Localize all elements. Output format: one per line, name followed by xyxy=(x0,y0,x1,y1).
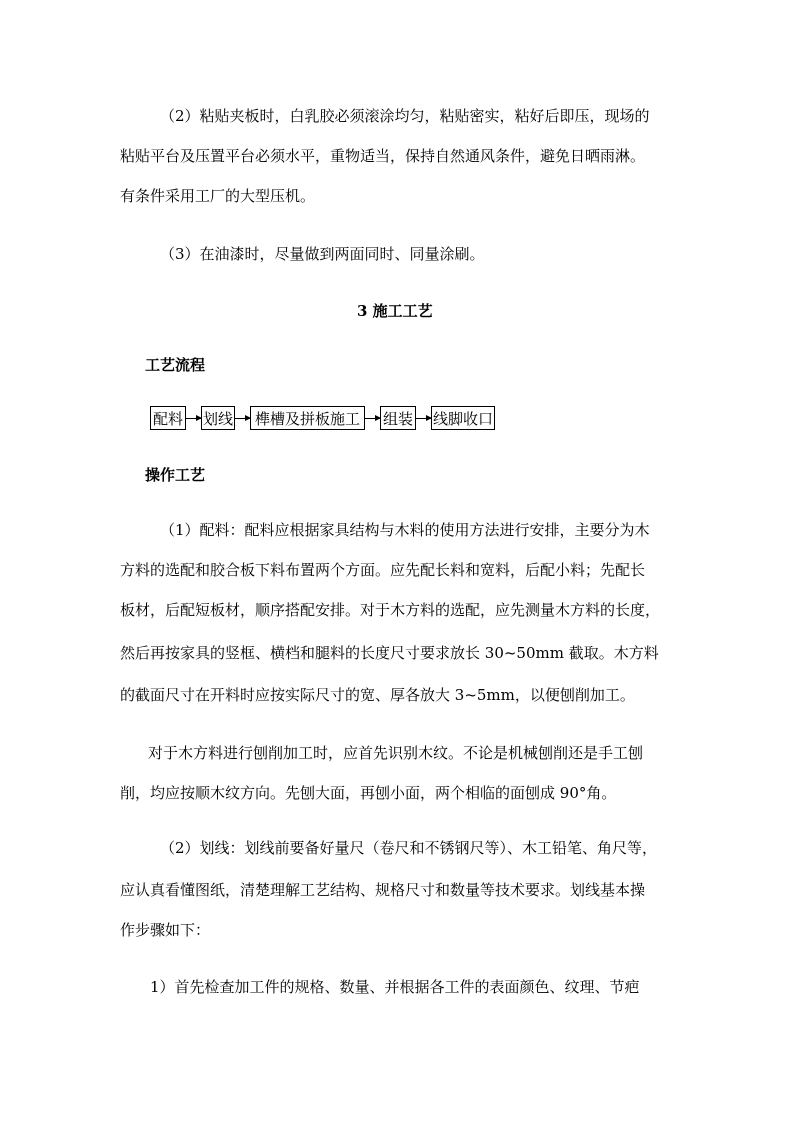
operation-1-line-5: 的截面尺寸在开料时应按实际尺寸的宽、厚各放大 3~5mm，以便刨削加工。 xyxy=(120,686,635,704)
paragraph-2-line-3: 有条件采用工厂的大型压机。 xyxy=(120,187,316,205)
paragraph-2-line-2: 粘贴平台及压置平台必须水平，重物适当，保持自然通风条件，避免日晒雨淋。 xyxy=(120,147,646,165)
flow-heading: 工艺流程 xyxy=(145,356,206,374)
flow-step-peiliao: 配料 xyxy=(150,406,186,430)
flow-step-huaxian: 划线 xyxy=(201,406,235,430)
operation-1-line-2: 方料的选配和胶合板下料布置两个方面。应先配长料和宽料，后配小料；先配长 xyxy=(120,561,646,579)
operation-2-line-2: 应认真看懂图纸，清楚理解工艺结构、规格尺寸和数量等技术要求。划线基本操 xyxy=(120,881,646,899)
planing-line-2: 削，均应按顺木纹方向。先刨大面，再刨小面，两个相临的面刨成 90°角。 xyxy=(120,784,617,802)
paragraph-2-line-1: （2）粘贴夹板时，白乳胶必须滚涂均匀，粘贴密实，粘好后即压，现场的 xyxy=(160,107,650,125)
flow-step-suncao: 榫槽及拼板施工 xyxy=(250,406,365,430)
operation-2-line-1: （2）划线：划线前要备好量尺（卷尺和不锈钢尺等）、木工铅笔、角尺等， xyxy=(160,839,658,857)
flow-step-zuzhuang: 组装 xyxy=(380,406,416,430)
flow-arrow xyxy=(235,418,250,419)
operation-2-line-3: 作步骤如下： xyxy=(120,921,211,939)
operation-1-line-1: （1）配料：配料应根据家具结构与木料的使用方法进行安排，主要分为木 xyxy=(160,521,650,539)
operation-1-line-3: 板材，后配短板材，顺序搭配安排。对于木方料的选配，应先测量木方料的长度， xyxy=(120,601,661,619)
flow-arrow xyxy=(365,418,380,419)
section-title: 3 施工工艺 xyxy=(357,302,433,320)
operation-1-line-4: 然后再按家具的竖框、横档和腿料的长度尺寸要求放长 30~50mm 截取。木方料 xyxy=(120,644,659,662)
operation-heading: 操作工艺 xyxy=(145,466,206,484)
flow-step-xianjiao: 线脚收口 xyxy=(431,406,495,430)
step-1-line-1: 1）首先检查加工件的规格、数量、并根据各工件的表面颜色、纹理、节疤 xyxy=(150,978,640,996)
paragraph-3-line-1: （3）在油漆时，尽量做到两面同时、同量涂刷。 xyxy=(160,245,485,263)
process-flow-diagram xyxy=(150,406,510,432)
flow-arrow xyxy=(416,418,431,419)
flow-arrow xyxy=(186,418,201,419)
planing-line-1: 对于木方料进行刨削加工时，应首先识别木纹。不论是机械刨削还是手工刨 xyxy=(148,744,644,762)
